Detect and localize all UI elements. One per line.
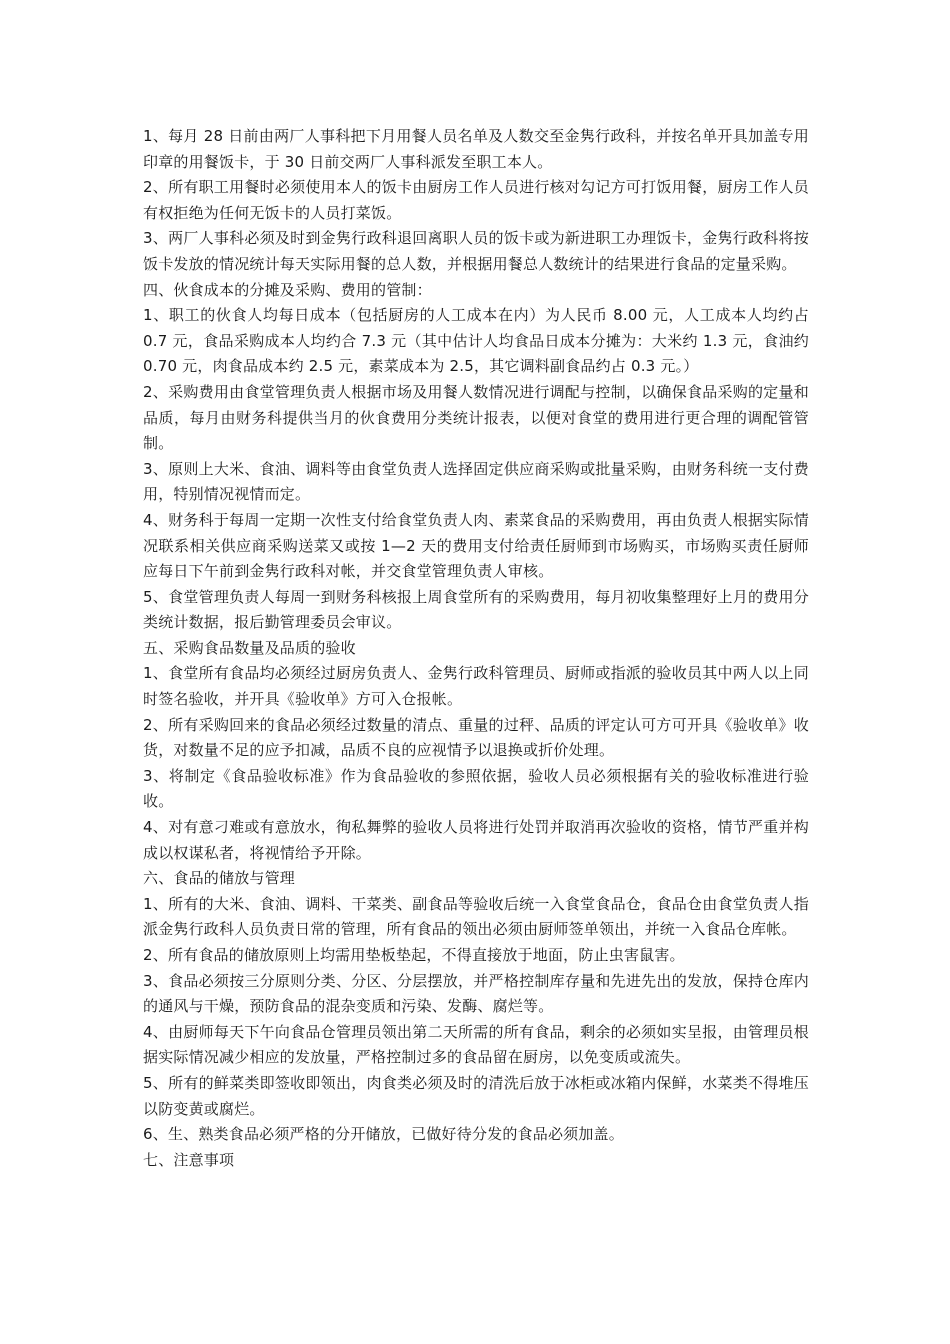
paragraph-inspection-check: 2、所有采购回来的食品必须经过数量的清点、重量的过秤、品质的评定认可方可开具《验收单》收货，对数量不足的应予扣减，品质不良的应视情予以退换或折价处理。 xyxy=(143,715,809,760)
paragraph-storage-sorting: 3、食品必须按三分原则分类、分区、分层摆放，并严格控制库存量和先进先出的发放，保持仓库内的通风与干燥，预防食品的混杂变质和污染、发酶、腐烂等。 xyxy=(143,971,809,1016)
paragraph-cost-per-person: 1、职工的伙食人均每日成本（包括厨房的人工成本在内）为人民币 8.00 元，人工成本人均约占 0.7 元，食品采购成本人均约合 7.3 元（其中估计人均食品日成本分摊为：大米约 1.3 元，食油约 0.70 元，肉食品成本约 2.5 元，素菜成本为 2.5，其它调料副食品约占 0.3 元。） xyxy=(143,306,809,376)
paragraph-inspection-standard: 3、将制定《食品验收标准》作为食品验收的参照依据，验收人员必须根据有关的验收标准进行验收。 xyxy=(143,766,809,811)
paragraph-storage-warehouse: 1、所有的大米、食油、调料、干菜类、副食品等验收后统一入食堂食品仓，食品仓由食堂负责人指派金隽行政科人员负责日常的管理，所有食品的领出必须由厨师签单领出，并统一入食品仓库帐。 xyxy=(143,894,809,939)
section-heading-inspection: 五、采购食品数量及品质的验收 xyxy=(143,638,356,657)
paragraph-monthly-report: 5、食堂管理负责人每周一到财务科核报上周食堂所有的采购费用，每月初收集整理好上月的费用分类统计数据，报后勤管理委员会审议。 xyxy=(143,587,809,632)
paragraph-bulk-purchase: 3、原则上大米、食油、调料等由食堂负责人选择固定供应商采购或批量采购，由财务科统一支付费用，特别情况视情而定。 xyxy=(143,459,809,504)
paragraph-storage-daily: 4、由厨师每天下午向食品仓管理员领出第二天所需的所有食品，剩余的必须如实呈报，由管理员根据实际情况减少相应的发放量，严格控制过多的食品留在厨房，以免变质或流失。 xyxy=(143,1022,809,1067)
paragraph-cost-control: 2、采购费用由食堂管理负责人根据市场及用餐人数情况进行调配与控制，以确保食品采购的定量和品质，每月由财务科提供当月的伙食费用分类统计报表，以便对食堂的费用进行更合理的调配管管制。 xyxy=(143,382,809,453)
section-heading-cost: 四、伙食成本的分摊及采购、费用的管制： xyxy=(143,280,432,299)
document-page xyxy=(143,124,809,1173)
paragraph-card-usage: 2、所有职工用餐时必须使用本人的饭卡由厨房工作人员进行核对勾记方可打饭用餐，厨房工作人员有权拒绝为任何无饭卡的人员打菜饭。 xyxy=(143,178,809,222)
paragraph-storage-pallet: 2、所有食品的储放原则上均需用垫板垫起，不得直接放于地面，防止虫害鼠害。 xyxy=(143,946,685,964)
paragraph-card-return: 3、两厂人事科必须及时到金隽行政科退回离职人员的饭卡或为新进职工办理饭卡，金隽行政科将按饭卡发放的情况统计每天实际用餐的总人数，并根据用餐总人数统计的结果进行食品的定量采购。 xyxy=(143,229,809,273)
paragraph-weekly-payment: 4、财务科于每周一定期一次性支付给食堂负责人肉、素菜食品的采购费用，再由负责人根据实际情况联系相关供应商采购送菜又或按 1—2 天的费用支付给责任厨师到市场购买，市场购买责任厨师应每日下午前到金隽行政科对帐，并交食堂管理负责人审核。 xyxy=(143,510,809,581)
section-heading-storage: 六、食品的储放与管理 xyxy=(143,869,296,888)
paragraph-inspection-sign: 1、食堂所有食品均必须经过厨房负责人、金隽行政科管理员、厨师或指派的验收员其中两人以上同时签名验收，并开具《验收单》方可入仓报帐。 xyxy=(143,664,809,709)
paragraph-storage-separate: 6、生、熟类食品必须严格的分开储放，已做好待分发的食品必须加盖。 xyxy=(143,1125,624,1144)
paragraph-card-issue: 1、每月 28 日前由两厂人事科把下月用餐人员名单及人数交至金隽行政科，并按名单开具加盖专用印章的用餐饭卡，于 30 日前交两厂人事科派发至职工本人。 xyxy=(143,127,809,171)
paragraph-storage-fresh: 5、所有的鲜菜类即签收即领出，肉食类必须及时的清洗后放于冰柜或冰箱内保鲜，水菜类不得堆压以防变黄或腐烂。 xyxy=(143,1073,809,1118)
section-heading-notes: 七、注意事项 xyxy=(143,1150,235,1169)
paragraph-inspection-penalty: 4、对有意刁难或有意放水，徇私舞弊的验收人员将进行处罚并取消再次验收的资格，情节严重并构成以权谋私者，将视情给予开除。 xyxy=(143,818,809,862)
